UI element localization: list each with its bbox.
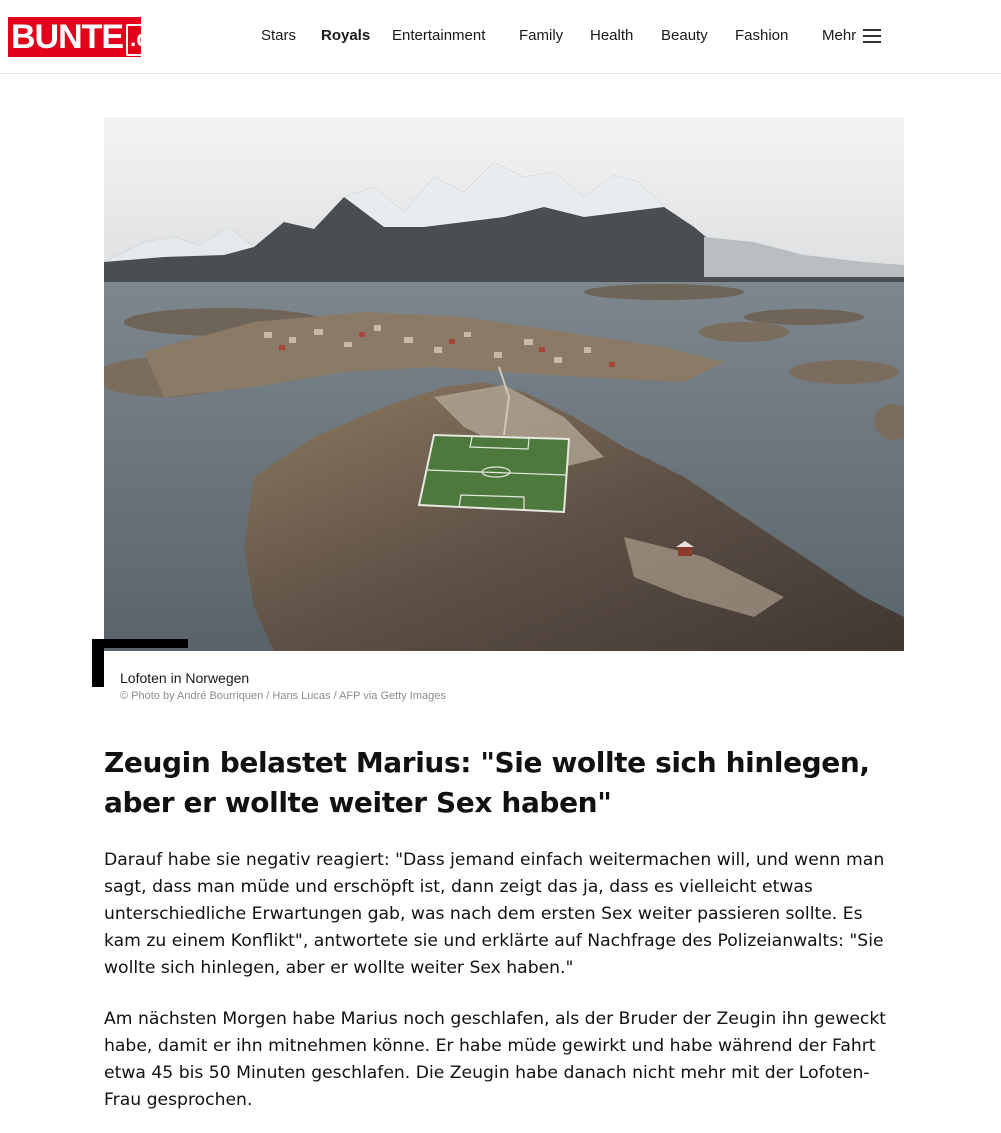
hero-image (104, 117, 904, 651)
hamburger-menu-icon[interactable] (863, 28, 881, 44)
nav-item-family[interactable]: Family (519, 27, 564, 44)
article-paragraph: Darauf habe sie negativ reagiert: "Dass jemand einfach weitermachen will, und wenn man sagt, dass man müde und erschöpft ist, dann zeigt das ja, dass es vielleicht etwas unterschiedliche Erwartungen gab, was nach dem ersten Sex weiter passieren sollte. Es kam zu einem Konflikt", antwortete sie und erklärte auf Nachfrage des Polizeianwalts: "Sie wollte sich hinlegen, aber er wollte weiter Sex haben." (104, 850, 885, 978)
site-header (0, 0, 1001, 74)
nav-item-stars[interactable]: Stars (261, 27, 297, 44)
lofoten-photo (104, 117, 904, 651)
nav-item-royals[interactable]: Royals (321, 27, 371, 44)
article-paragraph: Am nächsten Morgen habe Marius noch geschlafen, als der Bruder der Zeugin ihn geweckt habe, damit er ihn mitnehmen könne. Er habe müde gewirkt und habe während der Fahrt etwa 45 bis 50 Minuten geschlafen. Die Zeugin habe danach nicht mehr mit der Lofoten-Frau gesprochen. (104, 1009, 887, 1110)
logo-wordmark: BUNTE (11, 18, 124, 56)
nav-item-fashion[interactable]: Fashion (735, 27, 789, 44)
nav-item-entertainment[interactable]: Entertainment (392, 27, 486, 44)
image-caption: Lofoten in Norwegen (120, 670, 250, 686)
main-navigation (0, 0, 1001, 73)
article-headline: Zeugin belastet Marius: "Sie wollte sich hinlegen, aber er wollte weiter Sex haben" (104, 746, 870, 819)
nav-more-button[interactable]: Mehr (822, 27, 857, 44)
logo-domain: .de (126, 24, 166, 56)
image-credit: © Photo by André Bourriquen / Hans Lucas / AFP via Getty Images (120, 690, 446, 702)
nav-item-beauty[interactable]: Beauty (661, 27, 708, 44)
nav-item-health[interactable]: Health (590, 27, 634, 44)
